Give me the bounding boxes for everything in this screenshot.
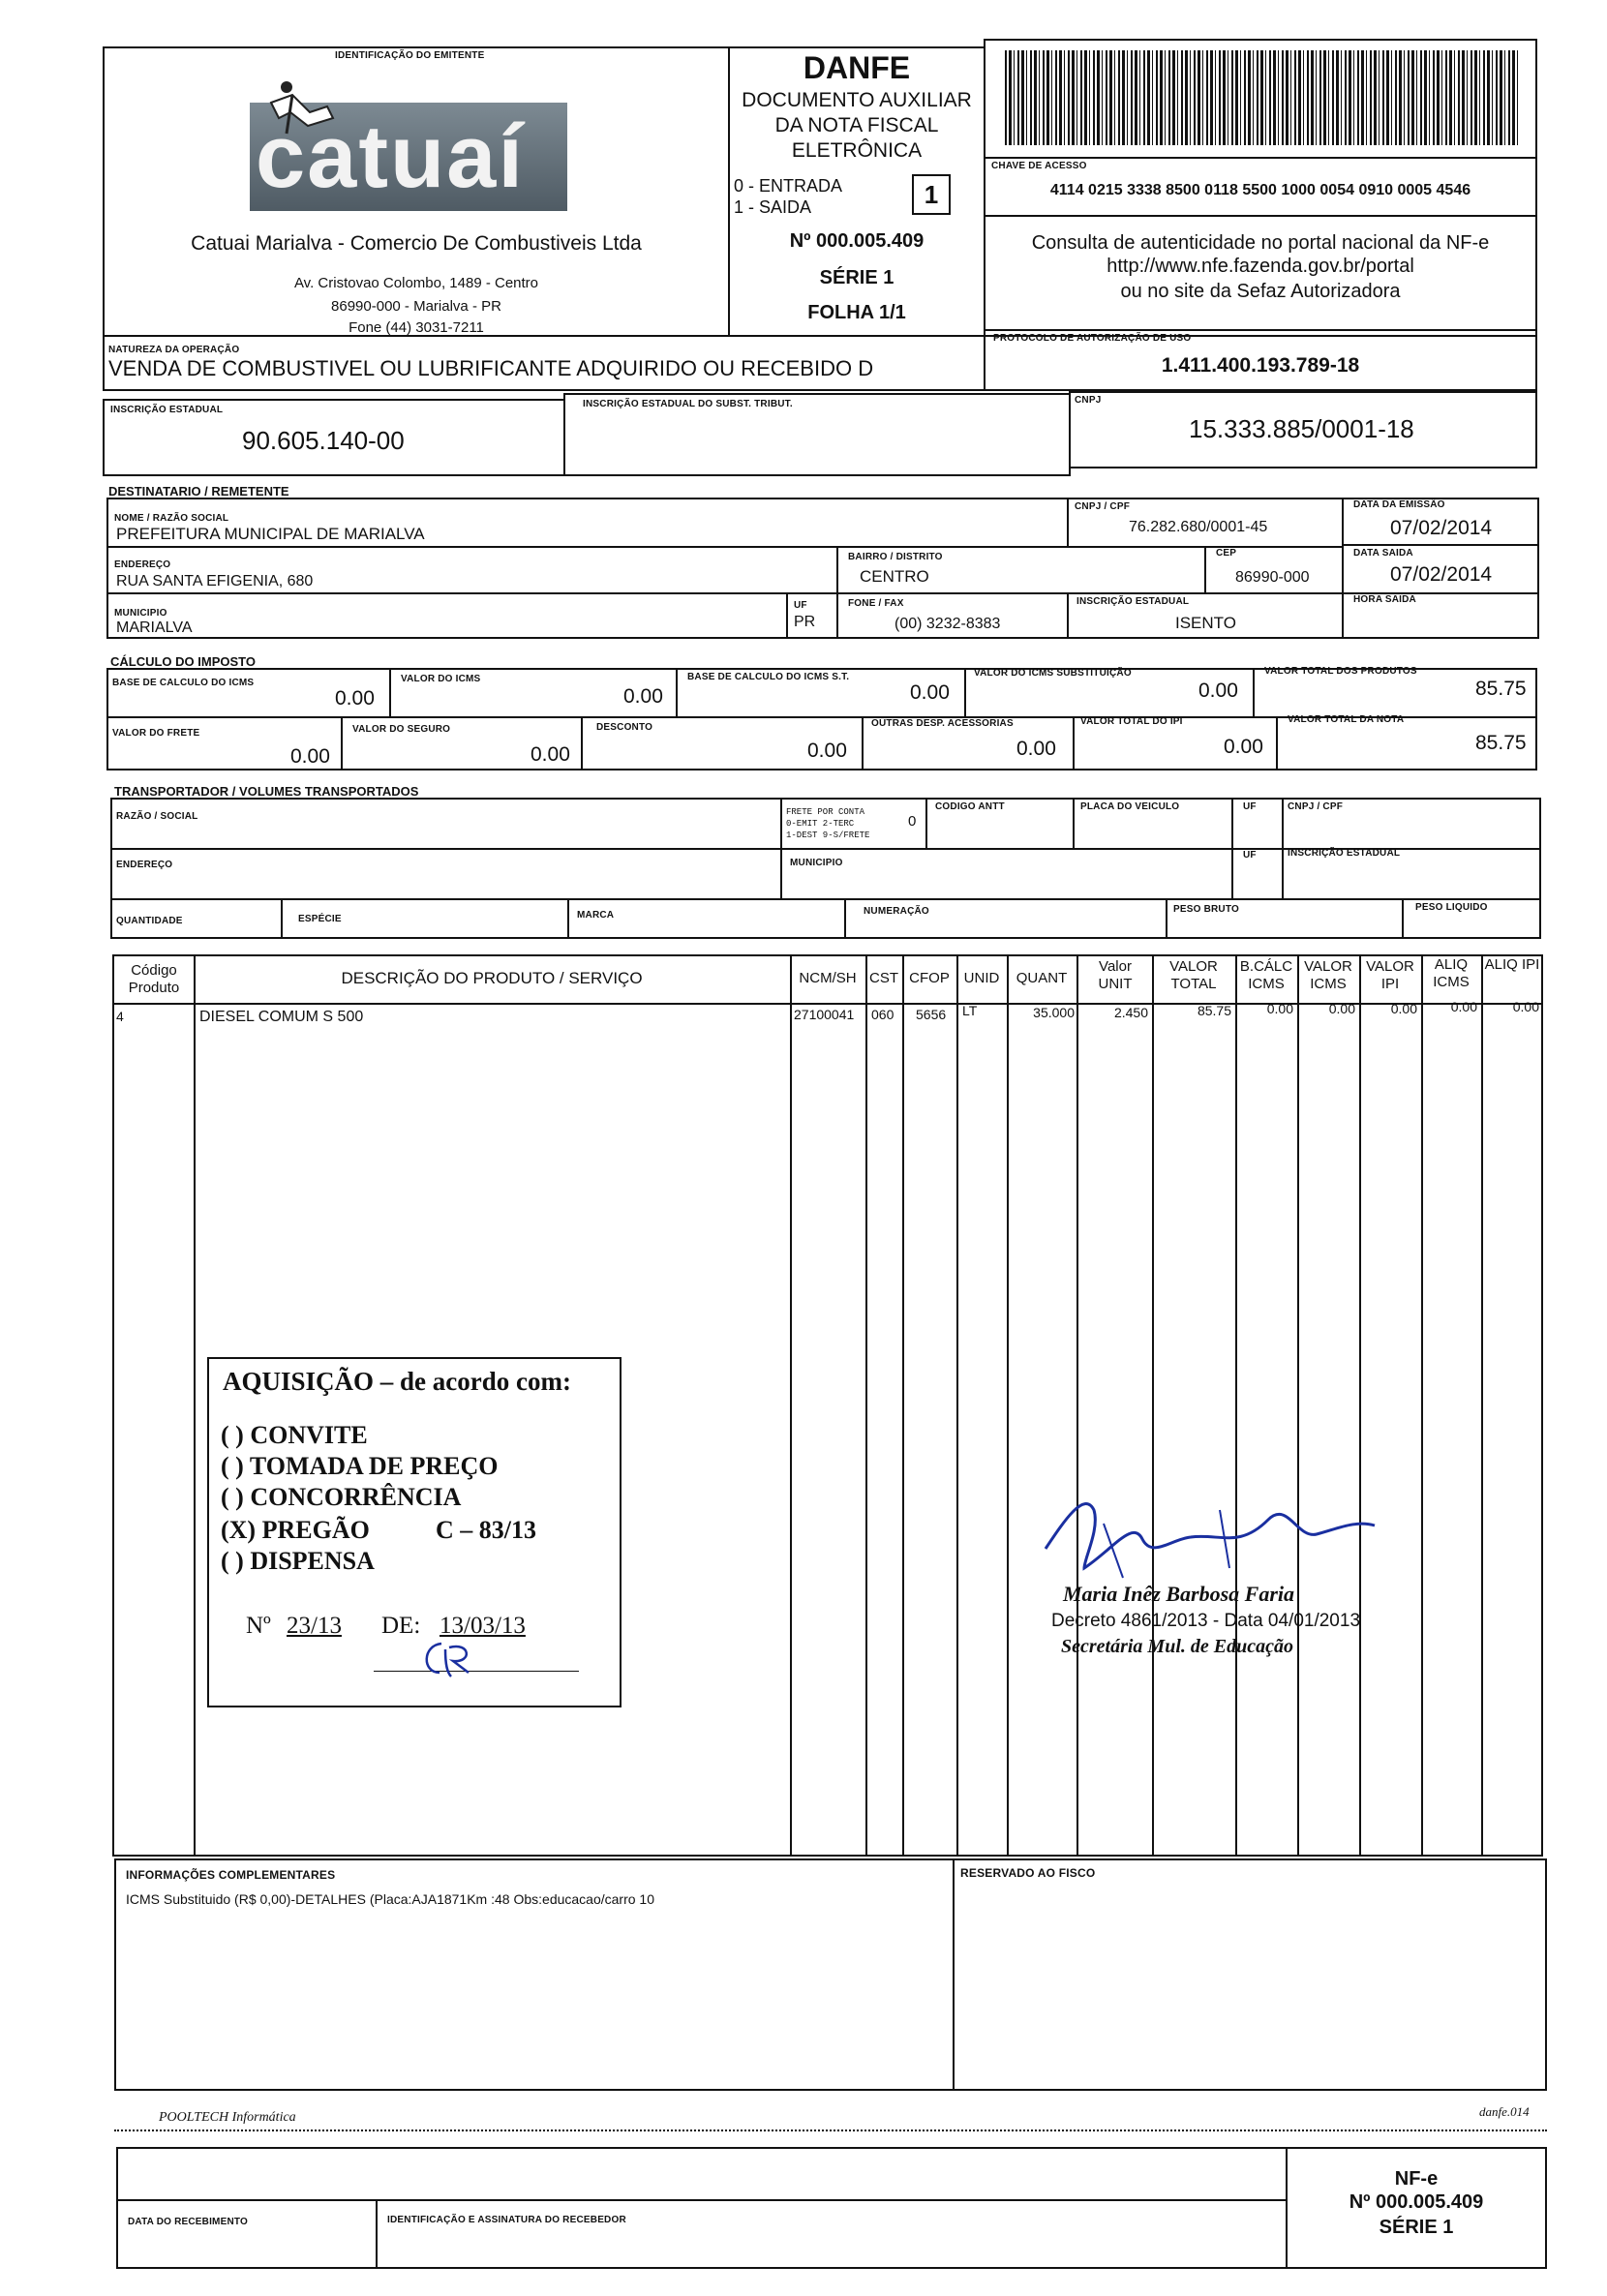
transp-uf-label: UF [1243, 801, 1257, 812]
v-prod: 85.75 [1475, 678, 1527, 700]
dest-uf-label: UF [794, 600, 807, 611]
stamp-num-label: Nº [246, 1613, 271, 1639]
company-logo [250, 103, 567, 211]
col-valor-ipi: VALOR IPI [1366, 958, 1414, 992]
col-aliq-ipi: ALIQ IPI [1484, 956, 1540, 973]
logo-text: catuaí [256, 107, 525, 206]
transp-cnpj-label: CNPJ / CPF [1288, 801, 1344, 812]
cnpj-label: CNPJ [1075, 395, 1102, 406]
col-valor-unit: Valor UNIT [1098, 958, 1133, 992]
canhoto-numero: Nº 000.005.409 [1349, 2191, 1484, 2213]
signature-cargo: Secretária Mul. de Educação [1061, 1636, 1293, 1657]
danfe-subtitle-2: DA NOTA FISCAL [774, 114, 939, 136]
dest-ie: ISENTO [1175, 614, 1236, 632]
peso-bruto-label: PESO BRUTO [1173, 904, 1239, 915]
ie-label: INSCRIÇÃO ESTADUAL [110, 405, 224, 415]
total-nota: 85.75 [1475, 732, 1527, 754]
dest-bairro: CENTRO [860, 567, 929, 586]
chave-value: 4114 0215 3338 8500 0118 5500 1000 0054 0910 0005 4546 [1049, 182, 1471, 198]
v-st: 0.00 [1198, 680, 1238, 702]
desconto-label: DESCONTO [596, 722, 653, 733]
v-prod-label: VALOR TOTAL DOS PRODUTOS [1264, 666, 1417, 677]
numeracao-label: NUMERAÇÃO [864, 906, 929, 917]
col-cst: CST [869, 970, 898, 986]
recebimento-label: DATA DO RECEBIMENTO [128, 2217, 248, 2227]
item-valor-total: 85.75 [1197, 1003, 1231, 1018]
item-unid: LT [962, 1003, 978, 1018]
stamp-num: 23/13 [287, 1613, 342, 1639]
dest-hora-label: HORA SAIDA [1353, 594, 1416, 605]
stamp-tomada: ( ) TOMADA DE PREÇO [221, 1452, 499, 1480]
ie-st-label: INSCRIÇÃO ESTADUAL DO SUBST. TRIBUT. [583, 399, 793, 409]
tipo-value: 1 [924, 180, 939, 209]
dest-endereco: RUA SANTA EFIGENIA, 680 [116, 573, 314, 589]
item-aliq-ipi: 0.00 [1512, 999, 1539, 1014]
dest-ie-label: INSCRIÇÃO ESTADUAL [1076, 596, 1190, 607]
nf-serie: SÉRIE 1 [819, 267, 894, 288]
transp-endereco-label: ENDEREÇO [116, 860, 173, 870]
dest-endereco-label: ENDEREÇO [114, 559, 171, 570]
info-value: ICMS Substituido (R$ 0,00)-DETALHES (Placa:AJA1871Km :48 Obs:educacao/carro 10 [126, 1891, 654, 1907]
emitente-address: Av. Cristovao Colombo, 1489 - Centro [293, 275, 539, 291]
danfe-model: danfe.014 [1479, 2104, 1530, 2119]
item-valor-unit: 2.450 [1113, 1005, 1148, 1020]
tipo-saida: 1 - SAIDA [734, 197, 812, 217]
stamp-initials-icon [412, 1634, 480, 1682]
item-descricao: DIESEL COMUM S 500 [199, 1009, 364, 1025]
dest-cep-label: CEP [1216, 548, 1237, 559]
seguro-label: VALOR DO SEGURO [352, 724, 451, 735]
dest-emissao-label: DATA DA EMISSÃO [1353, 499, 1445, 510]
dest-cnpj: 76.282.680/0001-45 [1129, 519, 1268, 535]
natureza-label: NATUREZA DA OPERAÇÃO [108, 345, 240, 355]
consulta-line-3: ou no site da Sefaz Autorizadora [1120, 281, 1401, 302]
aquisicao-stamp [207, 1357, 622, 1707]
dest-nome-label: NOME / RAZÃO SOCIAL [114, 513, 229, 524]
col-descricao: DESCRIÇÃO DO PRODUTO / SERVIÇO [341, 969, 643, 987]
fisco-box [953, 1858, 1547, 2091]
dest-fone-label: FONE / FAX [848, 598, 904, 609]
outras: 0.00 [1016, 738, 1056, 760]
placa-label: PLACA DO VEICULO [1080, 801, 1180, 812]
emitente-city: 86990-000 - Marialva - PR [331, 298, 501, 315]
item-bc-icms: 0.00 [1266, 1001, 1293, 1016]
canhoto-serie: SÉRIE 1 [1379, 2217, 1454, 2238]
v-st-label: VALOR DO ICMS SUBSTITUIÇÃO [974, 668, 1132, 679]
col-codigo: Código Produto [128, 962, 180, 996]
item-ncm: 27100041 [794, 1007, 855, 1022]
stamp-date: 13/03/13 [440, 1613, 526, 1639]
item-cst: 060 [871, 1007, 894, 1022]
dest-bairro-label: BAIRRO / DISTRITO [848, 552, 943, 562]
emitente-phone: Fone (44) 3031-7211 [349, 319, 484, 336]
nf-numero: Nº 000.005.409 [789, 230, 925, 252]
bc-st-label: BASE DE CALCULO DO ICMS S.T. [687, 672, 850, 682]
stamp-title: AQUISIÇÃO – de acordo com: [223, 1367, 571, 1396]
info-label: INFORMAÇÕES COMPLEMENTARES [126, 1868, 336, 1882]
recebedor-label: IDENTIFICAÇÃO E ASSINATURA DO RECEBEDOR [387, 2215, 626, 2225]
destinatario-section: DESTINATARIO / REMETENTE [108, 484, 289, 498]
peso-liquido-label: PESO LIQUIDO [1415, 902, 1488, 913]
marca-label: MARCA [577, 910, 615, 921]
ipi-label: VALOR TOTAL DO IPI [1080, 716, 1183, 727]
barcode [1005, 50, 1518, 145]
item-valor-ipi: 0.00 [1390, 1001, 1417, 1016]
v-icms: 0.00 [623, 685, 663, 708]
stamp-pregao-number: C – 83/13 [436, 1516, 536, 1544]
especie-label: ESPÉCIE [298, 914, 342, 924]
signature-name: Maria Inêz Barbosa Faria [1063, 1582, 1295, 1606]
item-codigo: 4 [116, 1009, 124, 1024]
destinatario-box [106, 498, 1539, 639]
dest-emissao: 07/02/2014 [1390, 517, 1493, 539]
dest-fone: (00) 3232-8383 [894, 616, 1001, 632]
nota-label: VALOR TOTAL DA NOTA [1288, 714, 1405, 725]
antt-label: CODIGO ANTT [935, 801, 1005, 812]
col-cfop: CFOP [909, 970, 950, 986]
frete-conta-value: 0 [908, 813, 917, 830]
software-credit: POOLTECH Informática [159, 2110, 296, 2125]
dest-municipio-label: MUNICIPIO [114, 608, 167, 619]
dest-saida: 07/02/2014 [1390, 563, 1493, 586]
consulta-line-2: http://www.nfe.fazenda.gov.br/portal [1107, 256, 1414, 277]
protocolo-value: 1.411.400.193.789-18 [1161, 354, 1360, 377]
frete-label: VALOR DO FRETE [112, 728, 200, 739]
item-valor-icms: 0.00 [1328, 1001, 1355, 1016]
frete-conta-line-3: 1-DEST 9-S/FRETE [786, 831, 870, 840]
dest-municipio: MARIALVA [116, 619, 193, 636]
signature-decreto: Decreto 4861/2013 - Data 04/01/2013 [1051, 1611, 1361, 1631]
emitente-name: Catuai Marialva - Comercio De Combustiveis Ltda [191, 232, 642, 255]
dest-cep: 86990-000 [1235, 569, 1310, 586]
dest-cnpj-label: CNPJ / CPF [1075, 501, 1131, 512]
transportador-section: TRANSPORTADOR / VOLUMES TRANSPORTADOS [114, 784, 419, 799]
dest-saida-label: DATA SAIDA [1353, 548, 1413, 559]
danfe-subtitle-1: DOCUMENTO AUXILIAR [742, 89, 972, 111]
quantidade-label: QUANTIDADE [116, 916, 183, 926]
tipo-entrada: 0 - ENTRADA [734, 176, 843, 196]
col-ncm: NCM/SH [799, 970, 857, 986]
frete-conta-line-1: FRETE POR CONTA [786, 807, 865, 817]
nf-folha: FOLHA 1/1 [807, 302, 906, 323]
ipi: 0.00 [1224, 736, 1263, 758]
v-icms-label: VALOR DO ICMS [401, 674, 481, 684]
stamp-concorrencia: ( ) CONCORRÊNCIA [221, 1483, 462, 1511]
imposto-section: CÁLCULO DO IMPOSTO [110, 654, 256, 669]
col-quant: QUANT [1016, 970, 1068, 986]
danfe-subtitle-3: ELETRÔNICA [791, 139, 923, 162]
col-bc-icms: B.CÁLC ICMS [1239, 958, 1293, 992]
emitente-label: IDENTIFICAÇÃO DO EMITENTE [335, 50, 485, 61]
col-valor-total: VALOR TOTAL [1169, 958, 1218, 992]
bc-icms: 0.00 [335, 687, 375, 710]
stamp-dispensa: ( ) DISPENSA [221, 1547, 375, 1575]
protocolo-label: PROTOCOLO DE AUTORIZAÇÃO DE USO [993, 333, 1192, 344]
transp-ie-label: INSCRIÇÃO ESTADUAL [1288, 848, 1401, 859]
seguro: 0.00 [531, 743, 570, 766]
item-aliq-icms: 0.00 [1450, 999, 1477, 1014]
consulta-line-1: Consulta de autenticidade no portal nacional da NF-e [1031, 232, 1490, 254]
col-valor-icms: VALOR ICMS [1304, 958, 1352, 992]
frete: 0.00 [290, 745, 330, 768]
bc-st: 0.00 [910, 681, 950, 704]
transp-municipio-label: MUNICIPIO [790, 858, 843, 868]
chave-label: CHAVE DE ACESSO [991, 161, 1087, 171]
danfe-title: DANFE [803, 50, 911, 85]
ie-value: 90.605.140-00 [242, 426, 405, 455]
natureza-value: VENDA DE COMBUSTIVEL OU LUBRIFICANTE ADQUIRIDO OU RECEBIDO D [108, 356, 874, 380]
item-cfop: 5656 [916, 1007, 947, 1022]
canhoto-nfe: NF-e [1394, 2168, 1439, 2190]
dest-uf: PR [794, 614, 816, 630]
desconto: 0.00 [807, 740, 847, 762]
stamp-pregao: (X) PREGÃO [221, 1516, 370, 1544]
outras-label: OUTRAS DESP. ACESSORIAS [871, 718, 1014, 729]
stamp-convite: ( ) CONVITE [221, 1421, 368, 1449]
bc-icms-label: BASE DE CALCULO DO ICMS [112, 678, 255, 688]
col-unid: UNID [963, 970, 1000, 986]
stamp-de-label: DE: [381, 1613, 421, 1639]
dest-nome: PREFEITURA MUNICIPAL DE MARIALVA [116, 525, 425, 543]
frete-conta-line-2: 0-EMIT 2-TERC [786, 819, 855, 829]
transp-uf2-label: UF [1243, 850, 1257, 861]
col-aliq-icms: ALIQ ICMS [1433, 956, 1470, 990]
transp-razao-label: RAZÃO / SOCIAL [116, 811, 198, 822]
item-quant: 35.000 [1033, 1005, 1075, 1020]
cnpj-value: 15.333.885/0001-18 [1189, 414, 1414, 443]
signature-icon [1026, 1481, 1394, 1587]
fisco-label: RESERVADO AO FISCO [960, 1866, 1096, 1880]
